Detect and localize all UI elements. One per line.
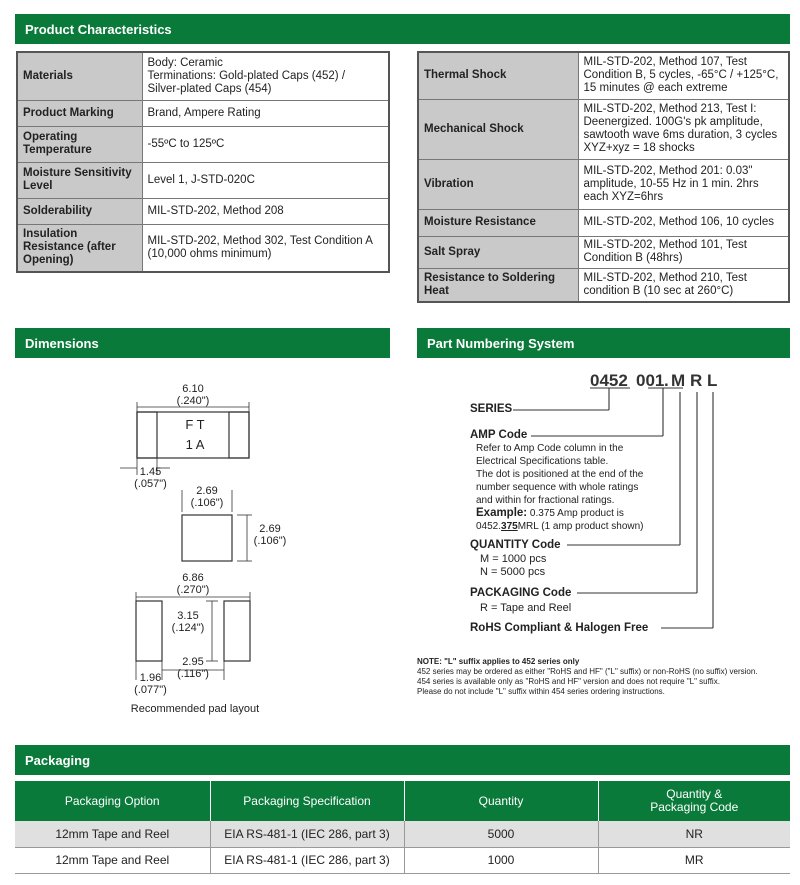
row-value: MIL-STD-202, Method 201: 0.03" amplitude, 10-55 Hz in 1 min. 2hrs each XYZ=6hrs bbox=[578, 159, 789, 209]
row-value: MIL-STD-202, Method 213, Test I: Deenergized. 100G's pk amplitude, sawtooth wave 6ms duration, 3 cycles XYZ+xyz = 18 shocks bbox=[578, 99, 789, 159]
row-value: -55ºC to 125ºC bbox=[142, 126, 389, 162]
table-cell: 12mm Tape and Reel bbox=[15, 847, 210, 873]
part-code-amp: 001 bbox=[636, 371, 665, 390]
row-value: MIL-STD-202, Method 302, Test Condition A (10,000 ohms minimum) bbox=[142, 224, 389, 272]
series-label: SERIES bbox=[470, 403, 513, 415]
end-view-outline bbox=[182, 515, 232, 561]
amp-description: Refer to Amp Code column in the Electrical Specifications table. The dot is positioned at the end of the number sequence with whole ratings and within for fractional ratings. bbox=[476, 443, 644, 506]
row-label: Thermal Shock bbox=[418, 52, 578, 99]
row-label: Moisture Resistance bbox=[418, 209, 578, 236]
table-cell: EIA RS-481-1 (IEC 286, part 3) bbox=[210, 847, 404, 873]
column-header: Packaging Option bbox=[15, 781, 210, 821]
row-label: Solderability bbox=[17, 198, 142, 224]
cap-width-label: 1.45 (.057") bbox=[134, 466, 167, 490]
part-code-r: R bbox=[690, 371, 703, 390]
row-value: Level 1, J-STD-020C bbox=[142, 162, 389, 198]
row-label: Moisture Sensitivity Level bbox=[17, 162, 142, 198]
body-length-label: 6.10 (.240") bbox=[176, 383, 210, 407]
dimensions-header: Dimensions bbox=[15, 328, 390, 358]
marking-top: F T bbox=[185, 417, 205, 432]
row-label: Mechanical Shock bbox=[418, 99, 578, 159]
table-cell: EIA RS-481-1 (IEC 286, part 3) bbox=[210, 821, 404, 847]
row-label: Resistance to Soldering Heat bbox=[418, 268, 578, 302]
part-code-m: M bbox=[671, 371, 686, 390]
pad-gap-label: 2.95 (.116") bbox=[177, 656, 209, 680]
row-label: Vibration bbox=[418, 159, 578, 209]
row-label: Operating Temperature bbox=[17, 126, 142, 162]
pad-layout-caption: Recommended pad layout bbox=[130, 703, 260, 715]
row-value: MIL-STD-202, Method 107, Test Condition B, 5 cycles, -65°C / +125°C, 15 minutes @ each extreme bbox=[578, 52, 789, 99]
table-cell: 1000 bbox=[404, 847, 598, 873]
marking-bottom: 1 A bbox=[185, 437, 205, 452]
pad-width-label: 1.96 (.077") bbox=[134, 672, 167, 696]
part-code-l: L bbox=[707, 371, 718, 390]
row-value: Body: Ceramic Terminations: Gold-plated Caps (452) / Silver-plated Caps (454) bbox=[142, 52, 389, 100]
packaging-table bbox=[15, 781, 790, 874]
pad-height-label: 3.15 (.124") bbox=[171, 610, 205, 634]
row-value: MIL-STD-202, Method 106, 10 cycles bbox=[578, 209, 789, 236]
packaging-header: Packaging bbox=[15, 745, 790, 775]
table-cell: 12mm Tape and Reel bbox=[15, 821, 210, 847]
pad-total-label: 6.86 (.270") bbox=[176, 572, 210, 596]
rohs-label: RoHS Compliant & Halogen Free bbox=[470, 622, 649, 634]
part-numbering-header: Part Numbering System bbox=[417, 328, 790, 358]
packaging-code-description: R = Tape and Reel bbox=[480, 602, 572, 614]
row-value: MIL-STD-202, Method 101, Test Condition B (48hrs) bbox=[578, 236, 789, 268]
packaging-code-label: PACKAGING Code bbox=[470, 587, 572, 599]
table-row bbox=[15, 821, 790, 847]
row-label: Product Marking bbox=[17, 100, 142, 126]
amp-label: AMP Code bbox=[470, 429, 528, 441]
end-width-label: 2.69 (.106") bbox=[190, 485, 224, 509]
amp-example: Example: 0.375 Amp product is 0452.375MRL (1 amp product shown) bbox=[476, 507, 644, 532]
row-label: Salt Spray bbox=[418, 236, 578, 268]
table-cell: NR bbox=[598, 821, 790, 847]
product-characteristics-header: Product Characteristics bbox=[15, 14, 790, 44]
row-value: MIL-STD-202, Method 210, Test condition B (10 sec at 260°C) bbox=[578, 268, 789, 302]
column-header: Packaging Specification bbox=[210, 781, 404, 821]
end-height-label: 2.69 (.106") bbox=[253, 523, 287, 547]
suffix-note: NOTE: "L" suffix applies to 452 series only 452 series may be ordered as either "RoHS and HF" ("L" suffix) or non-RoHS (no suffix) version. 454 series is available only as "RoHS and HF" version and does not require "L" suffix. Please do not include "L" suffix within 454 series ordering instructions. bbox=[417, 657, 758, 696]
row-value: MIL-STD-202, Method 208 bbox=[142, 198, 389, 224]
table-header-row bbox=[15, 781, 790, 821]
quantity-label: QUANTITY Code bbox=[470, 539, 561, 551]
part-code-dot: . bbox=[664, 371, 669, 390]
table-cell: MR bbox=[598, 847, 790, 873]
row-value: Brand, Ampere Rating bbox=[142, 100, 389, 126]
column-header: Quantity bbox=[404, 781, 598, 821]
row-label: Insulation Resistance (after Opening) bbox=[17, 224, 142, 272]
quantity-description: M = 1000 pcs N = 5000 pcs bbox=[480, 553, 547, 578]
table-row bbox=[15, 847, 790, 873]
row-label: Materials bbox=[17, 52, 142, 100]
part-code-series: 0452 bbox=[590, 371, 628, 390]
table-cell: 5000 bbox=[404, 821, 598, 847]
column-header: Quantity & Packaging Code bbox=[598, 781, 790, 821]
